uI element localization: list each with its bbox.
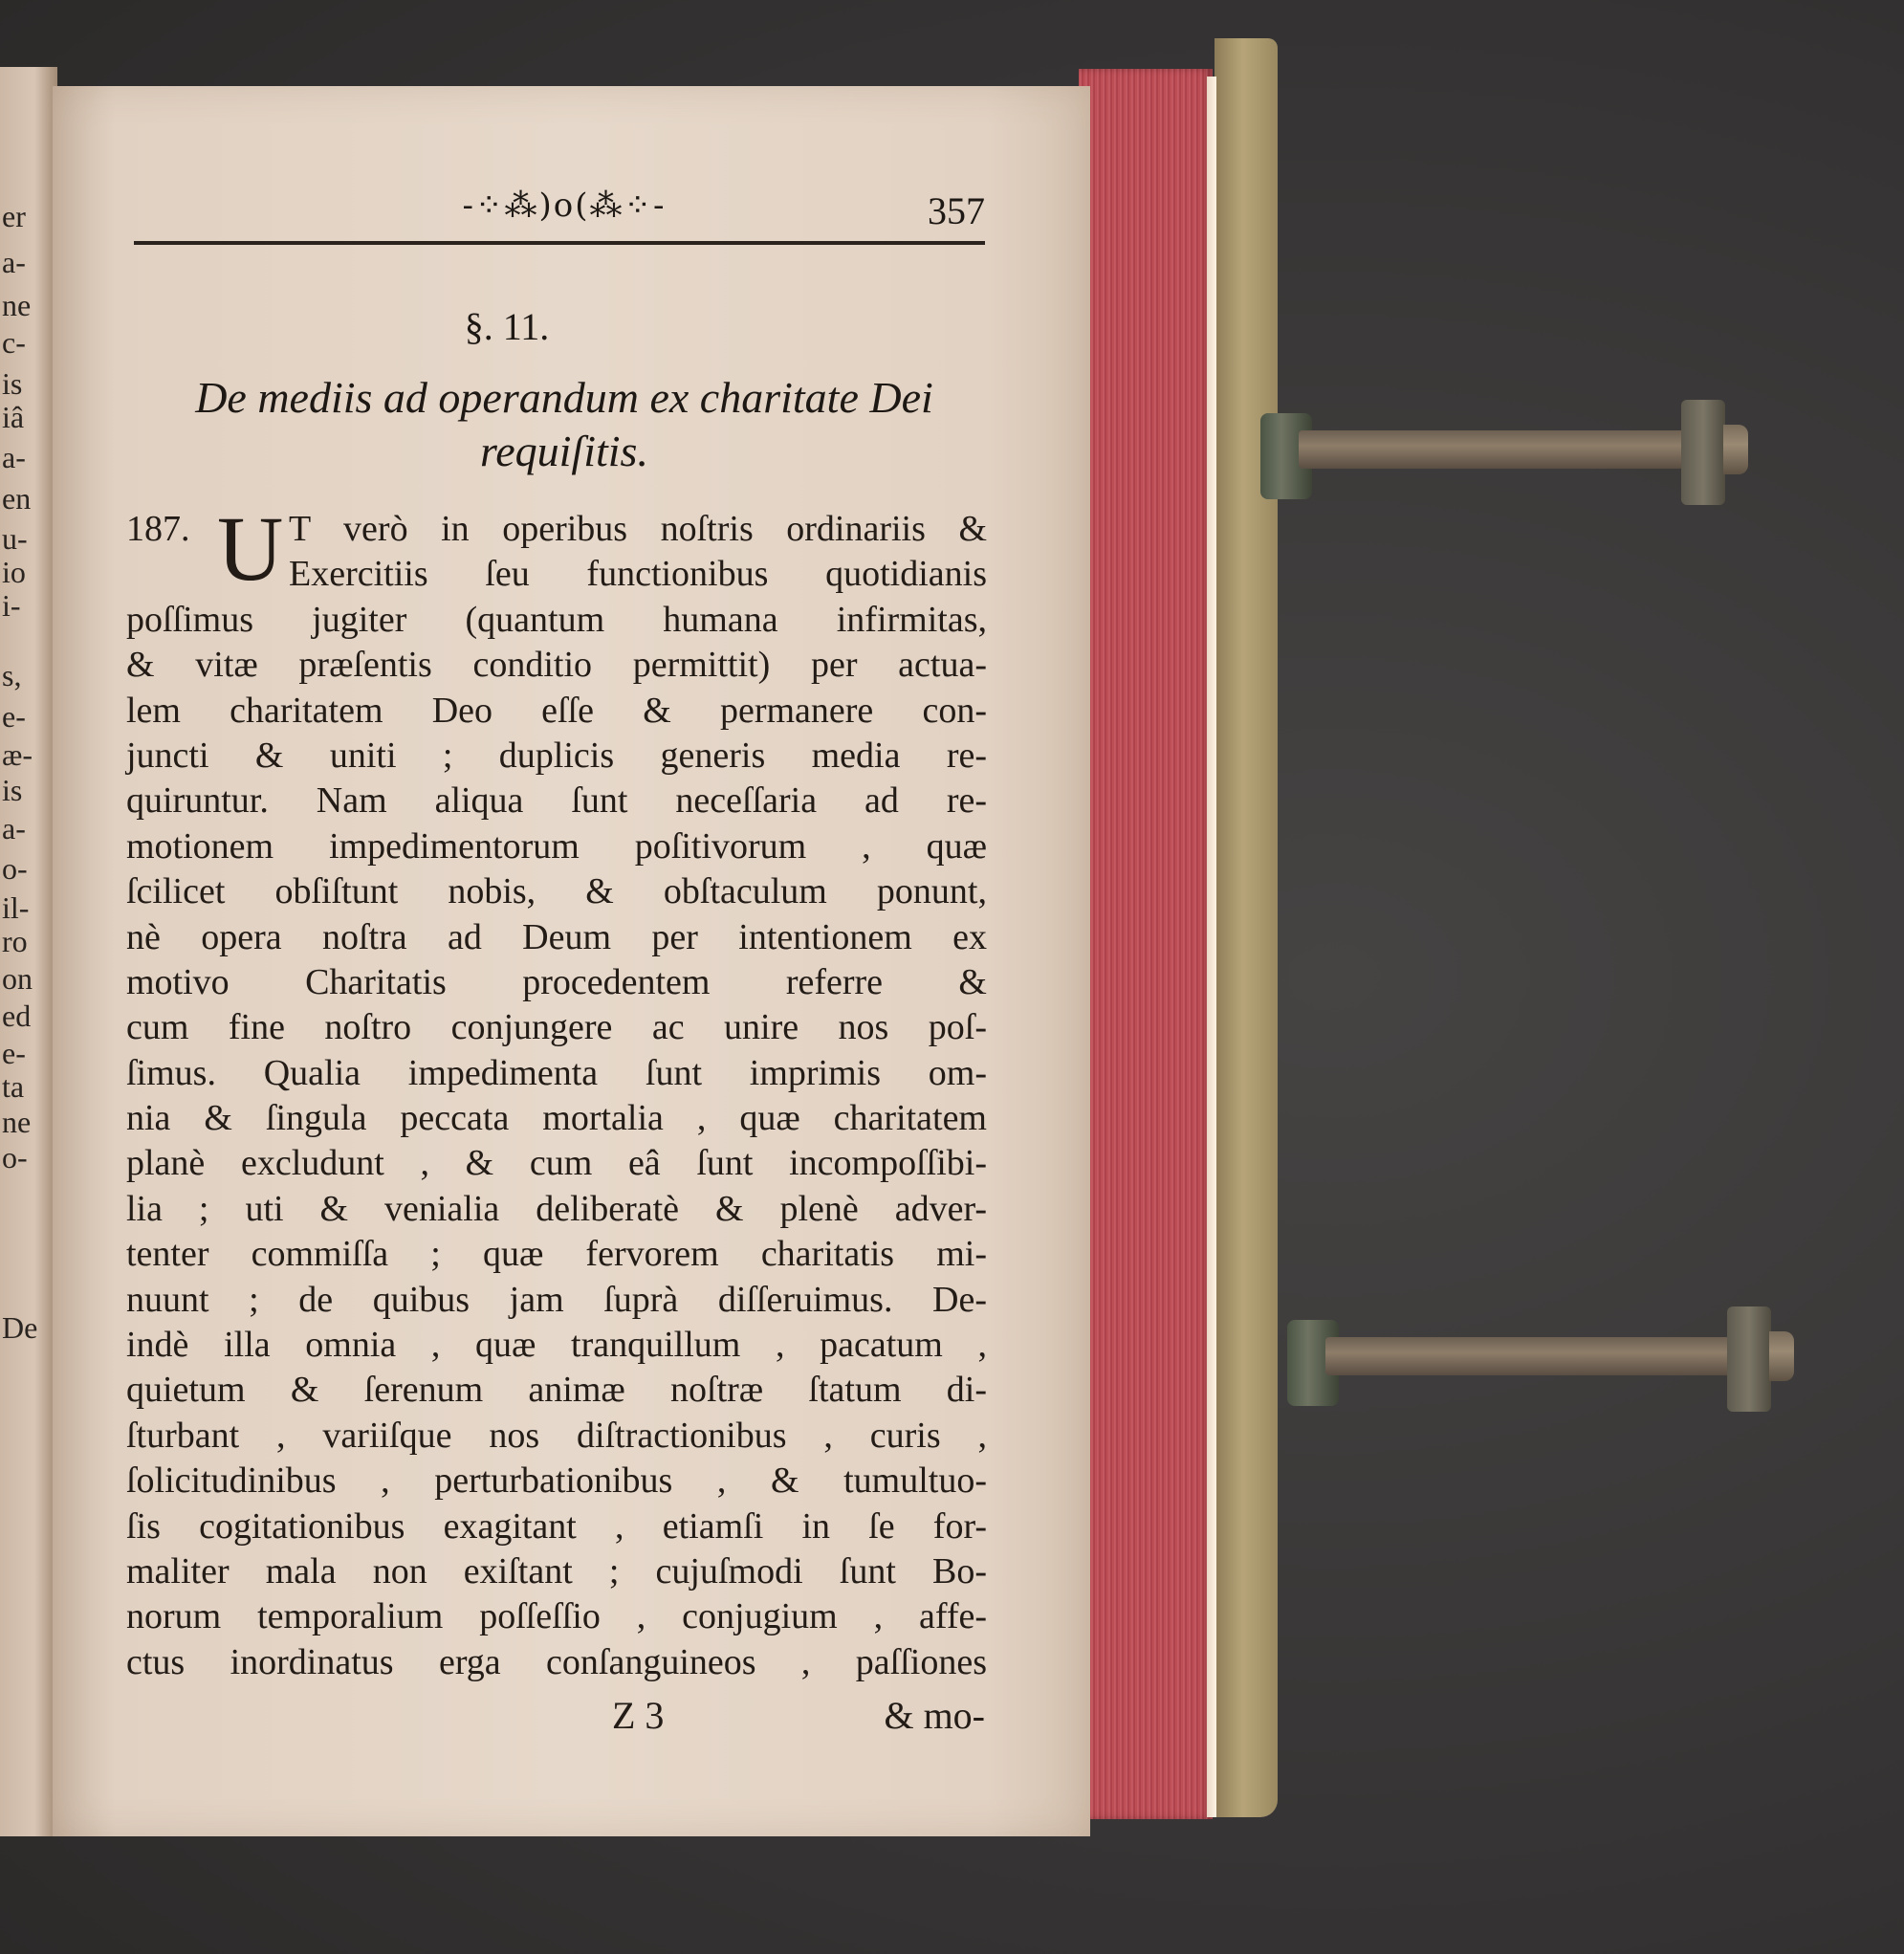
lower-clasp: [1287, 1331, 1823, 1385]
left-page-fragment: io: [2, 557, 26, 587]
running-head: [134, 187, 985, 234]
left-page-fragment: e-: [2, 701, 26, 732]
catchword: & mo-: [884, 1694, 985, 1737]
left-page-fragment: is: [2, 368, 23, 399]
left-page-fragment: ne: [2, 290, 32, 320]
text-line: ctus inordinatus erga conſanguineos , paſſiones: [126, 1641, 987, 1682]
red-page-edges: [1079, 69, 1213, 1819]
clasp-tip: [1723, 425, 1748, 474]
signature-mark: Z 3: [612, 1694, 665, 1737]
text-line: lia ; uti & venialia deliberatè & plenè adver-: [126, 1188, 987, 1229]
left-page-fragment: æ-: [2, 739, 33, 770]
text-line: & vitæ præſentis conditio permittit) per actua-: [126, 645, 987, 686]
left-page-fragment: o-: [2, 853, 28, 884]
left-page-fragment: a-: [2, 247, 26, 277]
text-line: nuunt ; de quibus jam ſuprà diſſeruimus. De-: [126, 1279, 987, 1320]
clasp-crosspiece: [1681, 400, 1725, 505]
left-page-fragment: s,: [2, 660, 22, 691]
ornament-icon: -⁘⁂)o(⁂⁘-: [462, 187, 667, 225]
left-page-fragment: ne: [2, 1107, 32, 1137]
text-line: motionem impedimentorum poſitivorum , quæ: [126, 825, 987, 867]
text-line: maliter mala non exiſtant ; cujuſmodi ſunt Bo-: [126, 1550, 987, 1592]
text-line: T verò in operibus noſtris ordinariis &: [289, 509, 987, 549]
text-line: cum fine noſtro conjungere ac unire nos poſ-: [126, 1007, 987, 1048]
book-cover-edge: [1215, 38, 1278, 1817]
text-line: nè opera noſtra ad Deum per intentionem ex: [126, 916, 987, 957]
clasp-bar: [1299, 430, 1700, 469]
text-line: planè excludunt , & cum eâ ſunt incompoſſibi-: [126, 1143, 987, 1184]
section-number: §. 11.: [464, 305, 550, 348]
head-rule: [134, 241, 985, 245]
left-page-fragment: ro: [2, 926, 28, 956]
drop-cap: U: [217, 497, 284, 600]
text-line: ſis cogitationibus exagitant , etiamſi in ſe for-: [126, 1505, 987, 1547]
text-line: ſcilicet obſiſtunt nobis, & obſtaculum ponunt,: [126, 871, 987, 912]
upper-clasp: [1260, 425, 1777, 478]
left-page-fragment: De: [2, 1312, 38, 1343]
left-page-fragment: er: [2, 201, 26, 231]
page-number: 357: [928, 189, 985, 232]
left-page-fragment: i-: [2, 590, 21, 621]
text-line: indè illa omnia , quæ tranquillum , pacatum ,: [126, 1325, 987, 1366]
left-page-fragment: e-: [2, 1038, 26, 1068]
text-line: norum temporalium poſſeſſio , conjugium , affe-: [126, 1596, 987, 1637]
text-line: ſturbant , variiſque nos diſtractionibus , curis ,: [126, 1415, 987, 1456]
page-footer: [134, 1693, 985, 1741]
paragraph-number: 187.: [126, 509, 190, 549]
left-page-fragment: o-: [2, 1142, 28, 1173]
left-page-fragment: iâ: [2, 402, 25, 432]
text-line: juncti & uniti ; duplicis generis media re-: [126, 735, 987, 776]
body-text: [126, 497, 987, 1685]
text-line: lem charitatem Deo eſſe & permanere con-: [126, 690, 987, 731]
left-page-fragment: il-: [2, 892, 30, 923]
left-page-fragment: en: [2, 483, 32, 514]
left-page-fragment: c-: [2, 327, 26, 358]
left-page-fragment: u-: [2, 523, 28, 554]
text-lines: [126, 507, 987, 1685]
text-line: Exercitiis ſeu functionibus quotidianis: [289, 554, 987, 595]
left-page-fragment: is: [2, 775, 23, 805]
text-line: tenter commiſſa ; quæ fervorem charitatis mi-: [126, 1234, 987, 1275]
left-page-fragment: a-: [2, 442, 26, 472]
clasp-tip: [1769, 1331, 1794, 1381]
text-line: nia & ſingula peccata mortalia , quæ charitatem: [126, 1098, 987, 1139]
left-page-fragment: ta: [2, 1071, 25, 1102]
text-line: ſimus. Qualia impedimenta ſunt imprimis om-: [126, 1052, 987, 1093]
page-edge-highlight: [1207, 77, 1216, 1817]
left-page-fragment: a-: [2, 813, 26, 844]
clasp-bar: [1325, 1337, 1746, 1375]
text-line: poſſimus jugiter (quantum humana infirmitas,: [126, 599, 987, 640]
section-heading: De mediis ad operandum ex charitate Dei requiſitis.: [195, 373, 933, 475]
text-line: quietum & ſerenum animæ noſtræ ſtatum di-: [126, 1370, 987, 1411]
text-line: motivo Charitatis procedentem referre &: [126, 961, 987, 1002]
text-line: quiruntur. Nam aliqua ſunt neceſſaria ad re-: [126, 780, 987, 822]
text-line: ſolicitudinibus , perturbationibus , & tumultuo-: [126, 1460, 987, 1502]
clasp-crosspiece: [1727, 1306, 1771, 1412]
left-page-fragment: on: [2, 963, 33, 994]
left-page-fragment: ed: [2, 1000, 32, 1031]
